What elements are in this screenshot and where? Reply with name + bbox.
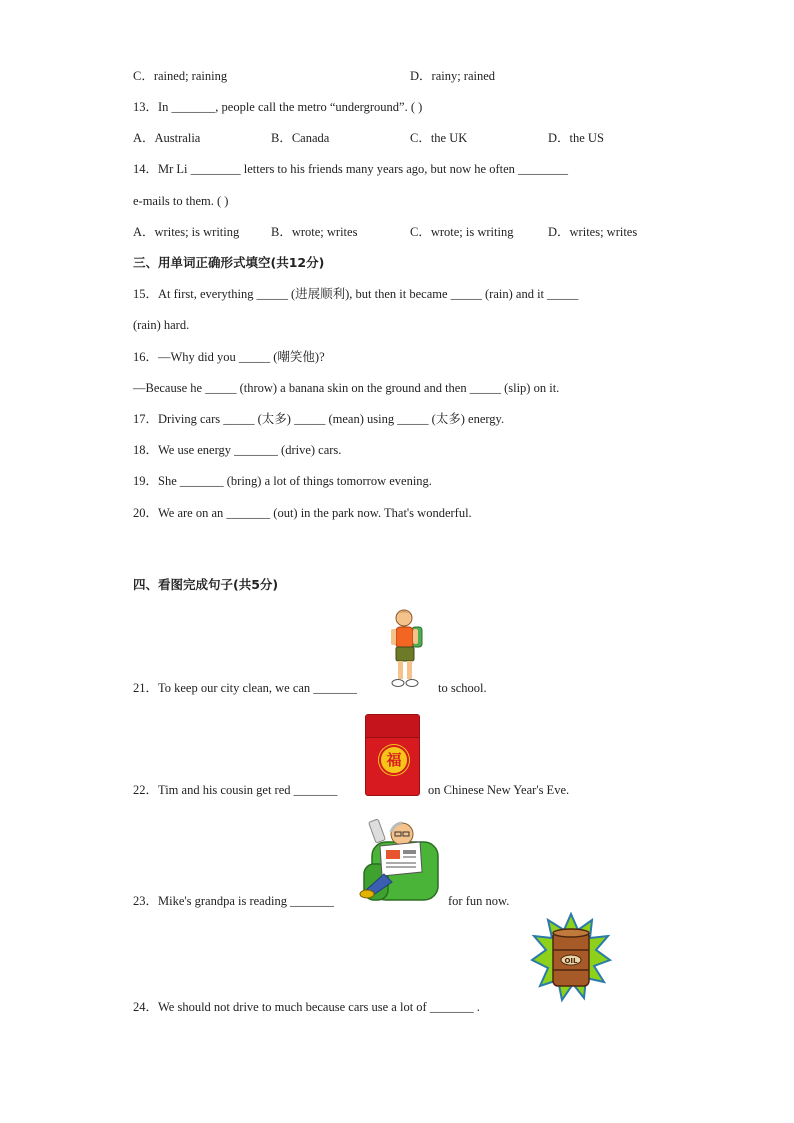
q13-option-d: D．the US <box>548 131 604 145</box>
oil-barrel-illustration <box>530 912 612 1004</box>
q12-option-d: D．rainy; rained <box>410 69 496 83</box>
q22-after: on Chinese New Year's Eve. <box>428 783 570 797</box>
q15-line-1: 15．At first, everything _____ (进展顺利), but then it became _____ (rain) and it _____ <box>133 287 579 301</box>
q20: 20．We are on an _______ (out) in the park now. That's wonderful. <box>133 506 472 520</box>
q13-stem: 13．In _______, people call the metro “underground”. ( ) <box>133 100 423 114</box>
red-envelope-illustration <box>365 714 420 796</box>
q21-before: 21．To keep our city clean, we can _______ <box>133 681 358 695</box>
q23-before: 23．Mike's grandpa is reading _______ <box>133 894 334 908</box>
oil-label: OIL <box>564 957 578 965</box>
q19: 19．She _______ (bring) a lot of things tomorrow evening. <box>133 474 432 488</box>
q13-option-c: C．the UK <box>410 131 468 145</box>
q12-option-c: C．rained; raining <box>133 69 228 83</box>
q14-stem-2: e-mails to them. ( ) <box>133 194 229 208</box>
q16-line-2: —Because he _____ (throw) a banana skin on the ground and then _____ (slip) on it. <box>133 381 560 395</box>
q15-line-2: (rain) hard. <box>133 318 190 332</box>
q18: 18．We use energy _______ (drive) cars. <box>133 443 342 457</box>
q13-option-b: B．Canada <box>271 131 330 145</box>
q22-before: 22．Tim and his cousin get red _______ <box>133 783 338 797</box>
grandpa-reading-illustration <box>358 812 440 904</box>
q14-stem: 14．Mr Li ________ letters to his friends many years ago, but now he often ________ <box>133 162 568 176</box>
walking-boy-illustration <box>385 607 427 691</box>
q16-line-1: 16．—Why did you _____ (嘲笑他)? <box>133 350 325 364</box>
q14-option-c: C．wrote; is writing <box>410 225 514 239</box>
q23-after: for fun now. <box>448 894 510 908</box>
q14-option-b: B．wrote; writes <box>271 225 358 239</box>
q24: 24．We should not drive to much because cars use a lot of _______ . <box>133 1000 480 1014</box>
q13-option-a: A．Australia <box>133 131 201 145</box>
q14-option-a: A．writes; is writing <box>133 225 240 239</box>
q14-option-d: D．writes; writes <box>548 225 638 239</box>
q21-after: to school. <box>438 681 487 695</box>
fu-seal: 福 <box>379 745 409 775</box>
section-4-heading: 四、看图完成句子(共5分) <box>133 577 279 592</box>
section-3-heading: 三、用单词正确形式填空(共12分) <box>133 255 325 270</box>
q17: 17．Driving cars _____ (太多) _____ (mean) using _____ (太多) energy. <box>133 412 505 426</box>
